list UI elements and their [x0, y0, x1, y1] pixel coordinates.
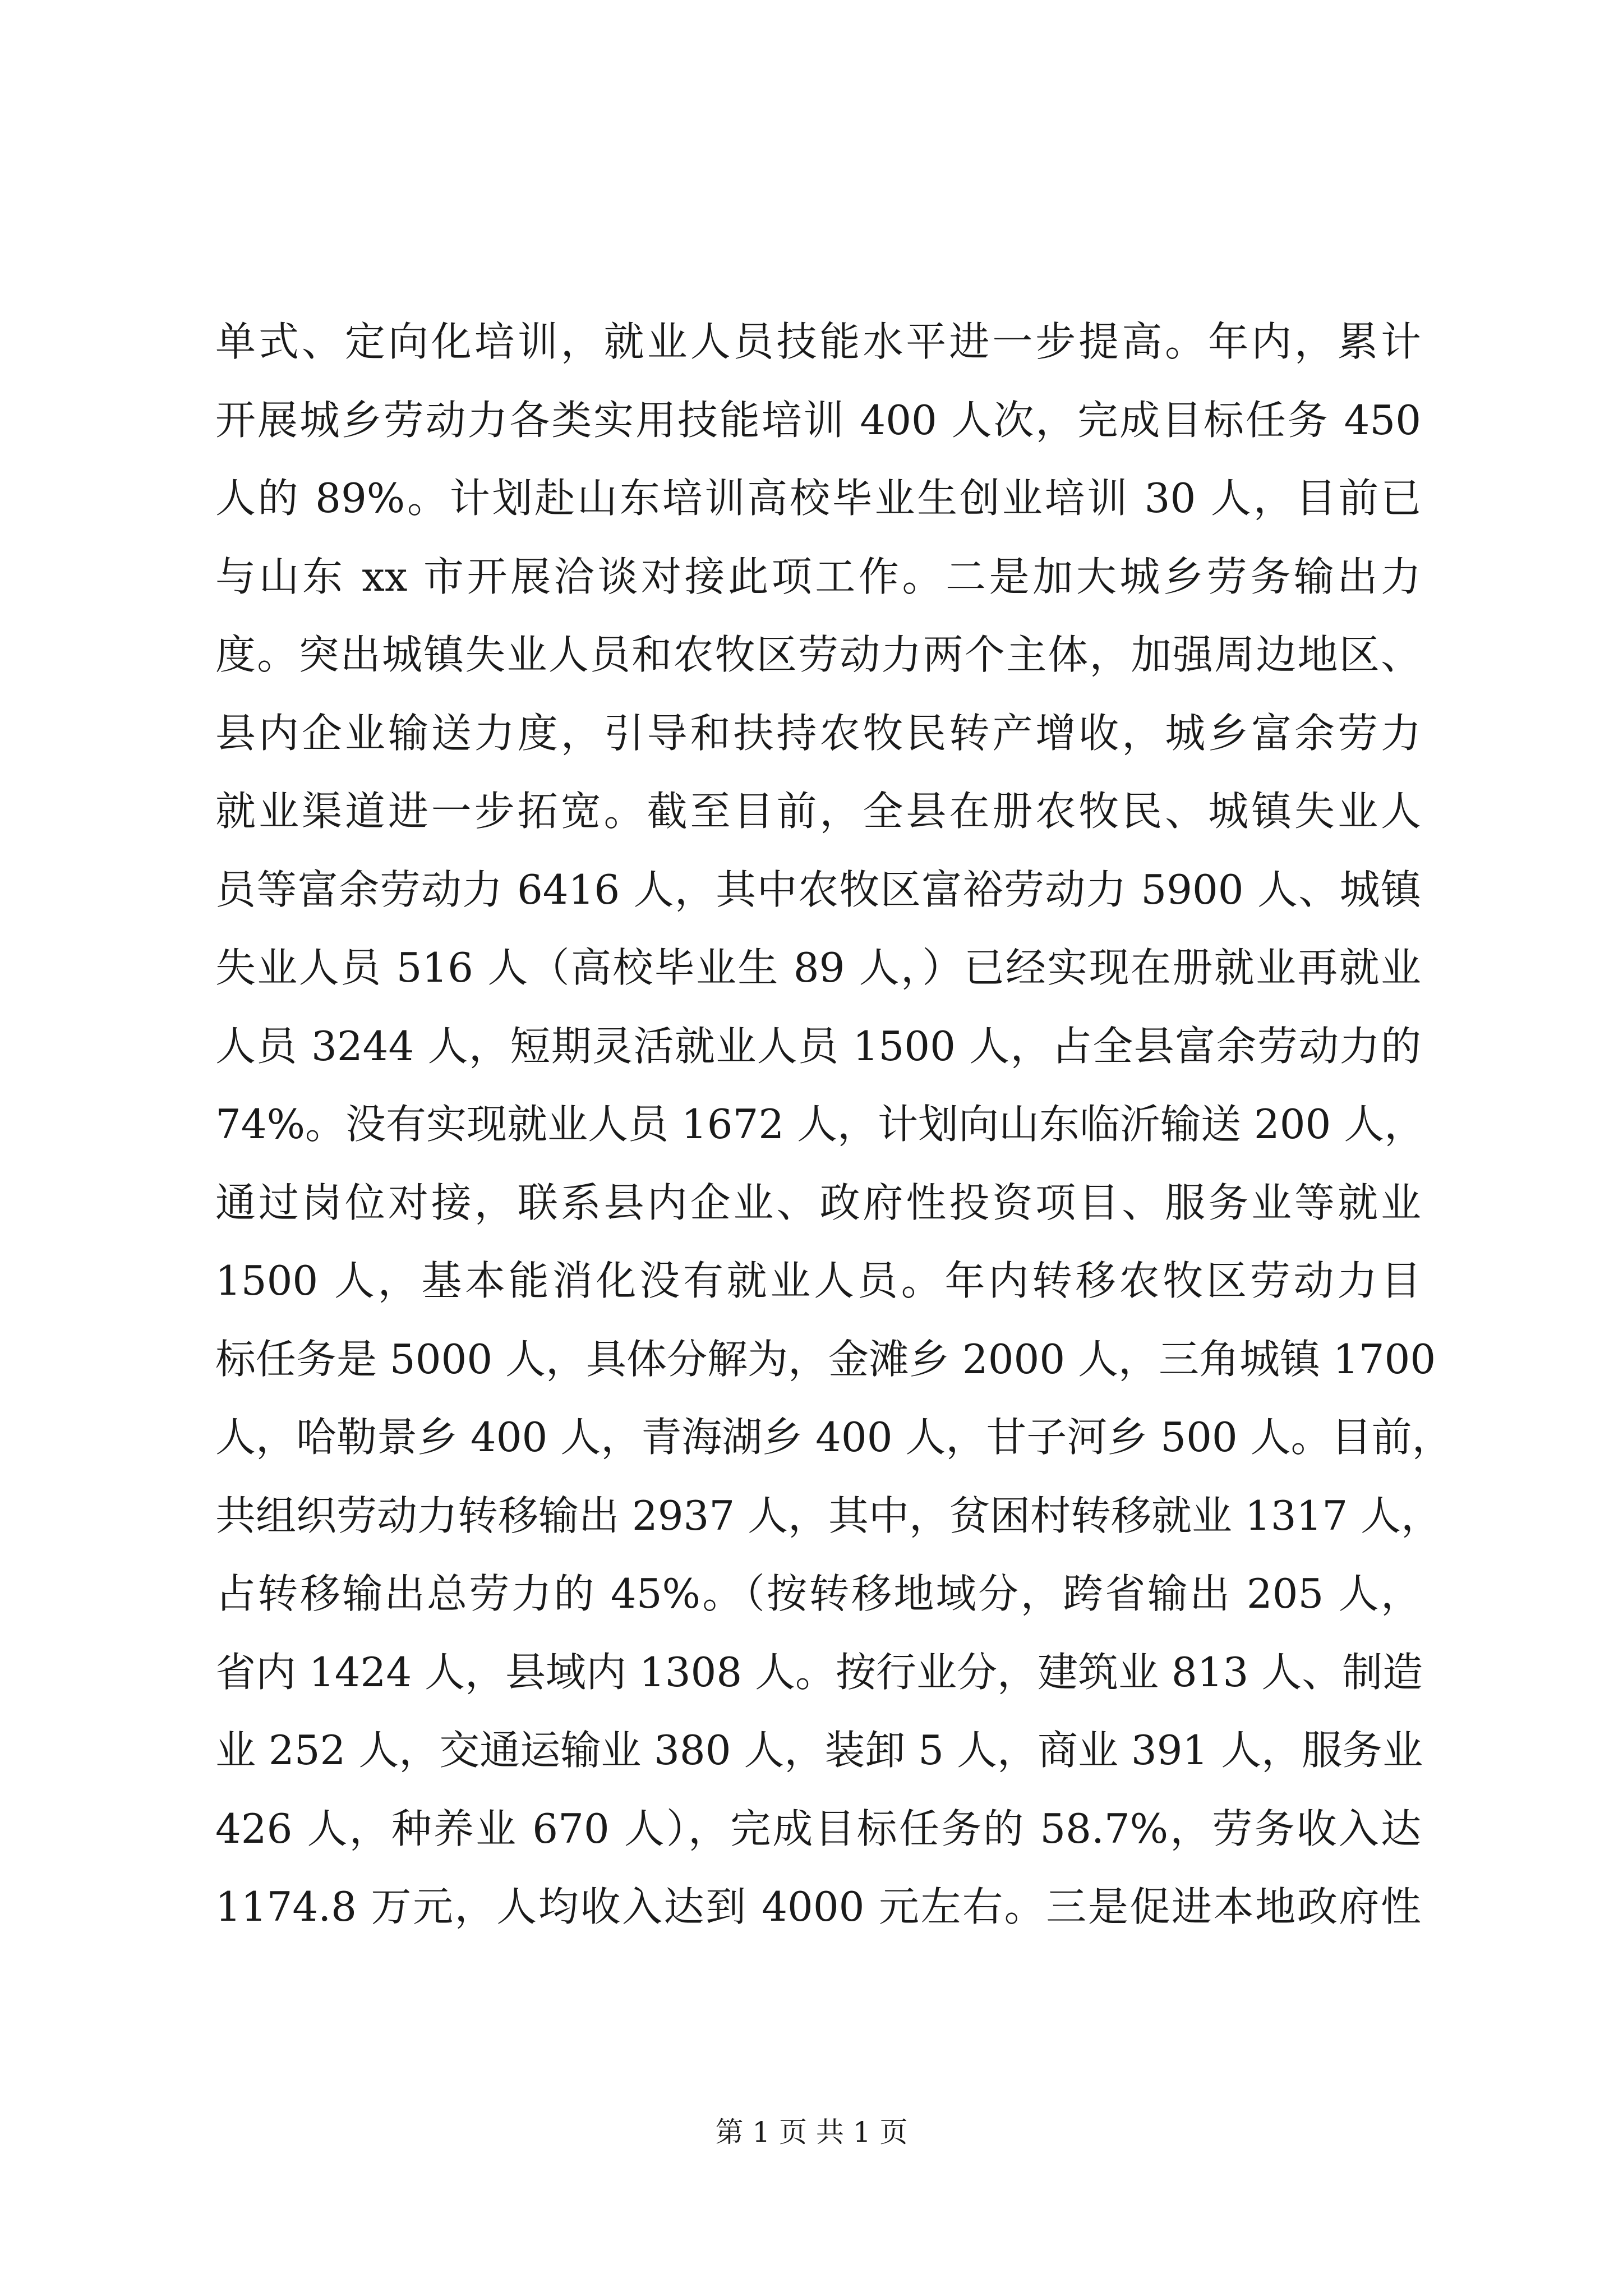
- text-line-2: 开展城乡劳动力各类实用技能培训 400 人次，完成目标任务 450: [215, 396, 1421, 444]
- text-line-18: 省内 1424 人，县域内 1308 人。按行业分，建筑业 813 人、制造: [215, 1648, 1423, 1696]
- page-footer: 第 1 页 共 1 页: [715, 2116, 908, 2148]
- text-line-12: 通过岗位对接，联系县内企业、政府性投资项目、服务业等就业: [215, 1179, 1421, 1226]
- text-line-17: 占转移输出总劳力的 45%。（按转移地域分，跨省输出 205 人，: [215, 1570, 1421, 1617]
- body-text: [215, 303, 1453, 1947]
- text-line-8: 员等富余劳动力 6416 人，其中农牧区富裕劳动力 5900 人、城镇: [215, 866, 1421, 913]
- text-line-5: 度。突出城镇失业人员和农牧区劳动力两个主体，加强周边地区、: [215, 631, 1421, 678]
- text-line-15: 人，哈勒景乡 400 人，青海湖乡 400 人，甘子河乡 500 人。目前，: [215, 1414, 1453, 1461]
- text-line-20: 426 人，种养业 670 人），完成目标任务的 58.7%，劳务收入达: [215, 1805, 1421, 1852]
- text-line-14: 标任务是 5000 人，具体分解为，金滩乡 2000 人，三角城镇 1700: [215, 1335, 1436, 1383]
- text-line-1: 单式、定向化培训，就业人员技能水平进一步提高。年内，累计: [215, 318, 1421, 365]
- text-line-16: 共组织劳动力转移输出 2937 人，其中，贫困村转移就业 1317 人，: [215, 1492, 1442, 1539]
- text-line-21: 1174.8 万元，人均收入达到 4000 元左右。三是促进本地政府性: [215, 1883, 1421, 1930]
- text-line-4: 与山东 xx 市开展洽谈对接此项工作。二是加大城乡劳务输出力: [215, 553, 1421, 600]
- text-line-6: 县内企业输送力度，引导和扶持农牧民转产增收，城乡富余劳力: [215, 709, 1421, 757]
- text-line-19: 业 252 人，交通运输业 380 人，装卸 5 人，商业 391 人，服务业: [215, 1727, 1423, 1774]
- text-line-10: 人员 3244 人，短期灵活就业人员 1500 人，占全县富余劳动力的: [215, 1022, 1421, 1070]
- text-line-7: 就业渠道进一步拓宽。截至目前，全县在册农牧民、城镇失业人: [215, 788, 1421, 835]
- text-line-13: 1500 人，基本能消化没有就业人员。年内转移农牧区劳动力目: [215, 1257, 1421, 1304]
- text-line-3: 人的 89%。计划赴山东培训高校毕业生创业培训 30 人，目前已: [215, 475, 1421, 522]
- text-line-11: 74%。没有实现就业人员 1672 人，计划向山东临沂输送 200 人，: [215, 1101, 1425, 1148]
- text-line-9: 失业人员 516 人（高校毕业生 89 人，）已经实现在册就业再就业: [215, 944, 1421, 991]
